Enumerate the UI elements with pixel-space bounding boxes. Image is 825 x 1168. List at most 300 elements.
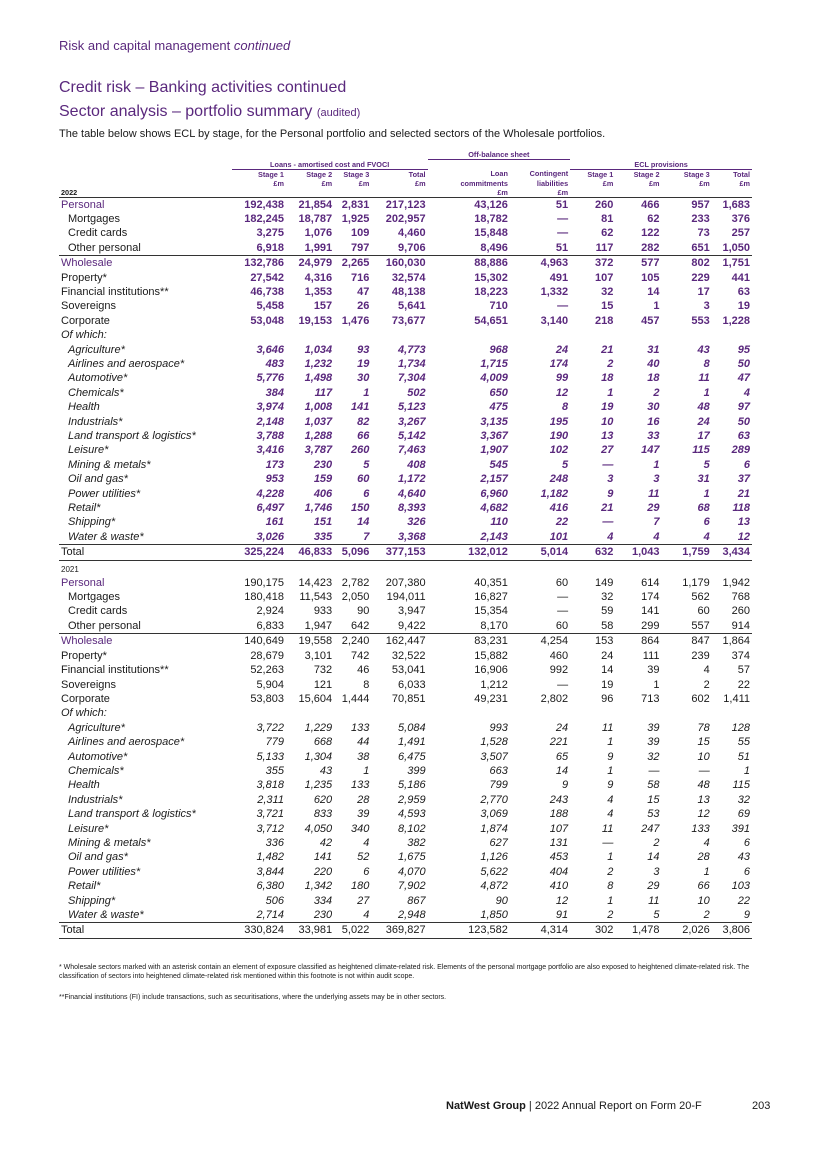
cell-value: 6: [703, 516, 710, 529]
table-row: [59, 778, 752, 792]
cell-value: 140,649: [232, 634, 286, 649]
table-row: [59, 545, 752, 560]
intro-text: The table below shows ECL by stage, for the Personal portfolio and selected sectors of the Wholesale portfolios.: [59, 128, 606, 140]
cell-value: 24: [555, 721, 569, 734]
cell-value: 3: [653, 473, 660, 486]
cell-value: 19,153: [298, 314, 333, 327]
cell-value: 4: [607, 793, 614, 806]
row-label: Financial institutions**: [61, 664, 169, 677]
footnote-fi: **Financial institutions (FI) include transactions, such as securitisations, where the underlying assets may be in other sectors.: [59, 994, 447, 1001]
cell-value: [334, 328, 371, 342]
cell-value: 336: [265, 836, 284, 849]
cell-value: 43: [737, 851, 750, 864]
cell-value: 88,886: [428, 256, 510, 271]
table-row: [59, 487, 752, 501]
cell-value: 491: [549, 271, 569, 284]
cell-value: 2,782: [341, 576, 370, 589]
cell-value: 1: [653, 678, 660, 691]
cell-value: 90: [357, 605, 370, 618]
cell-value: 174: [549, 357, 569, 370]
cell-value: 5,123: [398, 401, 426, 414]
table-row: [59, 590, 752, 604]
cell-value: 13: [737, 516, 750, 529]
cell-value: 27: [357, 894, 370, 907]
cell-value: 399: [407, 764, 426, 777]
cell-value: 4,254: [510, 634, 570, 649]
cell-value: 2,959: [398, 793, 426, 806]
row-label: Automotive*: [68, 372, 128, 385]
col-header: Contingent: [529, 169, 569, 179]
cell-value: 73: [697, 227, 710, 240]
cell-value: 6,380: [256, 880, 284, 893]
cell-value: —: [602, 458, 614, 471]
cell-value: 2,948: [398, 909, 426, 921]
cell-value: 54,651: [474, 314, 508, 327]
cell-value: 968: [489, 343, 508, 356]
cell-value: 174: [641, 591, 660, 604]
cell-value: 257: [731, 227, 750, 240]
cell-value: 60: [357, 473, 370, 486]
cell-value: 10: [601, 415, 614, 428]
row-label: Leisure*: [68, 822, 109, 835]
cell-value: 14: [555, 764, 569, 777]
footnote-climate: * Wholesale sectors marked with an asterisk contain an element of exposure classified as heightened climate-related risk. Elements of the personal mortgage portfolio are also exposed to heightened climate-related risk. The classification of sectors into heightened climate-related risk mentioned within this footnote is not within audit scope.: [59, 964, 750, 980]
cell-value: 52,263: [250, 664, 284, 677]
row-label: Of which:: [61, 707, 107, 720]
ecl-by-stage-table: [59, 150, 752, 939]
row-label: Health: [68, 779, 100, 792]
cell-value: 66: [697, 880, 710, 893]
cell-value: 43: [319, 764, 333, 777]
cell-value: 121: [313, 678, 333, 691]
cell-value: 49,231: [474, 692, 508, 705]
cell-value: 1,008: [304, 401, 333, 414]
table-row: [59, 894, 752, 908]
row-label: Agriculture*: [68, 343, 125, 356]
cell-value: 847: [662, 634, 712, 649]
cell-value: [371, 328, 427, 342]
cell-value: 48: [697, 779, 710, 792]
cell-value: —: [698, 764, 710, 777]
cell-value: 133: [691, 822, 710, 835]
table-row: [59, 793, 752, 807]
cell-value: 1: [653, 300, 660, 313]
cell-value: 58: [601, 619, 614, 632]
cell-value: 39: [647, 736, 660, 749]
col-unit: £m: [415, 178, 426, 188]
cell-value: 3,844: [256, 865, 284, 878]
cell-value: 9: [607, 487, 614, 500]
cell-value: 457: [641, 314, 660, 327]
cell-value: 73,677: [391, 314, 426, 327]
cell-value: 5,904: [256, 678, 284, 691]
cell-value: 627: [489, 836, 508, 849]
cell-value: 21: [601, 343, 614, 356]
table-row: [59, 576, 752, 590]
table-row: [59, 879, 752, 893]
table-row: [59, 226, 752, 240]
cell-value: 8,102: [398, 822, 426, 835]
cell-value: 2,148: [256, 415, 284, 428]
cell-value: 6: [743, 836, 750, 849]
row-label: Retail*: [68, 880, 101, 893]
row-label: Personal: [61, 576, 105, 589]
year-2022-label: 2022: [61, 187, 78, 197]
cell-value: 1,037: [304, 415, 333, 428]
table-row: [59, 400, 752, 414]
cell-value: 82: [357, 415, 370, 428]
col-unit: £m: [699, 178, 710, 188]
row-label: Property*: [61, 649, 107, 662]
cell-value: 47: [357, 285, 370, 298]
cell-value: 933: [313, 605, 333, 618]
cell-value: 62: [601, 227, 614, 240]
cell-value: 9,706: [398, 241, 426, 254]
cell-value: 3,721: [256, 808, 284, 821]
cell-value: 6: [743, 458, 750, 471]
cell-value: 867: [407, 894, 426, 907]
col-unit: £m: [358, 178, 370, 188]
cell-value: 5: [703, 458, 710, 471]
cell-value: 15,604: [298, 692, 333, 705]
table-row: [59, 197, 752, 212]
cell-value: 1,172: [398, 473, 426, 486]
cell-value: 4,316: [304, 271, 333, 284]
cell-value: 107: [594, 271, 614, 284]
table-row: [59, 271, 752, 285]
cell-value: 28: [697, 851, 710, 864]
cell-value: 217,123: [385, 198, 426, 211]
cell-value: 1,683: [722, 198, 750, 211]
cell-value: 506: [265, 894, 284, 907]
cell-value: 710: [489, 300, 508, 313]
col-header: Stage 2: [633, 169, 660, 179]
cell-value: 220: [313, 865, 333, 878]
cell-value: 22: [555, 516, 569, 529]
cell-value: 6,918: [256, 241, 284, 254]
cell-value: 19: [357, 357, 370, 370]
cell-value: 6,475: [398, 750, 426, 763]
table-row: [59, 649, 752, 663]
cell-value: 2,714: [256, 909, 284, 921]
cell-value: 13: [601, 430, 614, 442]
cell-value: 1: [607, 851, 614, 864]
offbalance-group-header: Off-balance sheet: [428, 150, 571, 160]
cell-value: 153: [570, 634, 615, 649]
row-label: Airlines and aerospace*: [68, 357, 185, 370]
cell-value: 668: [313, 736, 333, 749]
cell-value: 5: [653, 909, 660, 921]
cell-value: 39: [647, 721, 660, 734]
cell-value: 993: [489, 721, 508, 734]
cell-value: 3,806: [712, 923, 752, 938]
table-row: [59, 530, 752, 545]
cell-value: [570, 706, 615, 720]
cell-value: 15: [647, 793, 660, 806]
cell-value: 391: [731, 822, 750, 835]
cell-value: 557: [691, 619, 710, 632]
cell-value: 62: [647, 212, 660, 225]
table-row: [59, 343, 752, 357]
cell-value: 7: [653, 516, 660, 529]
cell-value: 46,833: [286, 545, 334, 560]
cell-value: 15: [601, 300, 614, 313]
cell-value: 632: [570, 545, 615, 560]
col-header: Loan: [490, 169, 508, 179]
cell-value: 60: [555, 619, 569, 632]
cell-value: 1,715: [480, 357, 508, 370]
cell-value: 50: [737, 357, 750, 370]
row-label: Shipping*: [68, 894, 116, 907]
cell-value: 16,906: [474, 664, 508, 677]
col-unit: £m: [602, 178, 614, 188]
cell-value: 410: [549, 880, 569, 893]
cell-value: 3,267: [398, 415, 426, 428]
row-label: Mortgages: [68, 212, 120, 225]
cell-value: 32: [737, 793, 750, 806]
cell-value: 1,050: [722, 241, 750, 254]
cell-value: 1,874: [480, 822, 508, 835]
cell-value: 382: [407, 836, 426, 849]
table-row: [59, 458, 752, 472]
cell-value: [570, 328, 615, 342]
cell-value: 141: [641, 605, 660, 618]
cell-value: 22: [737, 894, 750, 907]
ecl-group-header: ECL provisions: [570, 160, 752, 170]
cell-value: 32: [601, 591, 614, 604]
cell-value: 19: [601, 678, 614, 691]
cell-value: 3,788: [256, 430, 284, 442]
table-row: [59, 634, 752, 649]
cell-value: 8: [562, 401, 569, 414]
cell-value: [510, 706, 570, 720]
cell-value: 5,133: [256, 750, 284, 763]
cell-value: 52: [357, 851, 370, 864]
cell-value: 161: [265, 516, 284, 529]
cell-value: 66: [357, 430, 370, 442]
cell-value: 1,498: [304, 372, 333, 385]
cell-value: 1,332: [540, 285, 569, 298]
cell-value: 123,582: [428, 923, 510, 938]
cell-value: 384: [265, 386, 284, 399]
cell-value: 58: [647, 779, 660, 792]
row-label: Water & waste*: [68, 909, 144, 921]
column-header-row-1: [59, 169, 752, 179]
cell-value: 47: [737, 372, 750, 385]
cell-value: 1,925: [341, 212, 370, 225]
cell-value: 406: [313, 487, 333, 500]
cell-value: —: [557, 678, 569, 691]
cell-value: 24,979: [286, 256, 334, 271]
cell-value: 19: [601, 401, 614, 414]
cell-value: 37: [737, 473, 750, 486]
cell-value: —: [557, 227, 569, 240]
cell-value: 1,232: [304, 357, 333, 370]
subsection-heading: Sector analysis – portfolio summary (audited): [59, 103, 361, 120]
cell-value: 147: [641, 444, 660, 457]
cell-value: 3,275: [256, 227, 284, 240]
cell-value: 9: [743, 909, 750, 921]
rows-2022: [59, 197, 752, 560]
cell-value: 173: [265, 458, 284, 471]
cell-value: 1: [607, 764, 614, 777]
cell-value: 12: [737, 530, 750, 543]
cell-value: 3,367: [480, 430, 508, 442]
cell-value: 4,070: [398, 865, 426, 878]
cell-value: 40,351: [474, 576, 508, 589]
cell-value: 483: [265, 357, 284, 370]
cell-value: 95: [737, 343, 750, 356]
cell-value: 3: [607, 473, 614, 486]
cell-value: 8,496: [480, 241, 508, 254]
cell-value: 3,368: [398, 530, 426, 543]
cell-value: 1: [743, 764, 750, 777]
cell-value: 1: [607, 894, 614, 907]
cell-value: 93: [357, 343, 370, 356]
row-label: Total: [59, 923, 232, 938]
cell-value: 1,179: [682, 576, 710, 589]
cell-value: 1,126: [480, 851, 508, 864]
cell-value: 602: [691, 692, 710, 705]
cell-value: 27,542: [250, 271, 284, 284]
cell-value: 1,991: [304, 241, 333, 254]
cell-value: 53,803: [250, 692, 284, 705]
cell-value: 713: [641, 692, 660, 705]
cell-value: 12: [555, 386, 569, 399]
cell-value: 2,050: [341, 591, 370, 604]
cell-value: 2: [607, 865, 614, 878]
cell-value: 51: [555, 241, 569, 254]
row-label: Retail*: [68, 502, 101, 515]
year-2021-label: 2021: [61, 564, 79, 574]
row-label: Land transport & logistics*: [68, 430, 196, 442]
cell-value: 1,850: [480, 909, 508, 921]
cell-value: 408: [407, 458, 426, 471]
col-header: Stage 1: [258, 169, 284, 179]
cell-value: 864: [615, 634, 661, 649]
row-label: Leisure*: [68, 444, 109, 457]
cell-value: 91: [555, 909, 569, 921]
cell-value: [232, 328, 286, 342]
cell-value: 55: [737, 736, 750, 749]
cell-value: 18,223: [474, 285, 508, 298]
cell-value: 802: [662, 256, 712, 271]
row-label: Mining & metals*: [68, 836, 151, 849]
cell-value: 768: [731, 591, 750, 604]
cell-value: 1: [607, 736, 614, 749]
cell-value: 60: [555, 576, 569, 589]
row-label: Mining & metals*: [68, 458, 151, 471]
cell-value: 1,444: [341, 692, 370, 705]
cell-value: [662, 706, 712, 720]
cell-value: 43: [697, 343, 710, 356]
cell-value: [371, 706, 427, 720]
cell-value: 207,380: [385, 576, 426, 589]
table-row: [59, 908, 752, 923]
table-row: [59, 706, 752, 720]
cell-value: 9: [607, 779, 614, 792]
cell-value: 83,231: [428, 634, 510, 649]
cell-value: 17: [697, 285, 710, 298]
row-label: Health: [68, 401, 100, 414]
cell-value: 4: [363, 909, 370, 921]
cell-value: 453: [549, 851, 569, 864]
cell-value: 53: [647, 808, 660, 821]
cell-value: 4,228: [256, 487, 284, 500]
table-row: [59, 256, 752, 271]
table-row: [59, 822, 752, 836]
cell-value: 3: [703, 300, 710, 313]
row-label: Credit cards: [68, 605, 128, 618]
col-unit: £m: [557, 187, 569, 197]
cell-value: —: [602, 836, 614, 849]
cell-value: 51: [737, 750, 750, 763]
row-label: Personal: [61, 198, 105, 211]
page-number: 203: [752, 1100, 771, 1112]
row-label: Corporate: [61, 692, 110, 705]
cell-value: 63: [737, 430, 750, 442]
cell-value: [615, 706, 661, 720]
cell-value: 31: [697, 473, 710, 486]
cell-value: 2,026: [662, 923, 712, 938]
cell-value: 18: [647, 372, 660, 385]
cell-value: 1,476: [341, 314, 370, 327]
cell-value: 614: [641, 576, 660, 589]
cell-value: 1,288: [304, 430, 333, 442]
cell-value: 24: [555, 343, 569, 356]
cell-value: 46: [357, 664, 370, 677]
cell-value: 3,434: [712, 545, 752, 560]
cell-value: 4: [743, 386, 750, 399]
cell-value: 369,827: [371, 923, 427, 938]
cell-value: 81: [601, 212, 614, 225]
cell-value: 416: [549, 502, 569, 515]
cell-value: 202,957: [385, 212, 426, 225]
row-label: Property*: [61, 271, 107, 284]
cell-value: 1: [703, 386, 710, 399]
cell-value: 2,240: [334, 634, 371, 649]
table-row: [59, 692, 752, 706]
cell-value: 1,759: [662, 545, 712, 560]
cell-value: 29: [647, 502, 660, 515]
cell-value: 18,782: [474, 212, 508, 225]
cell-value: 4: [607, 530, 614, 543]
table-row: [59, 371, 752, 385]
cell-value: 218: [594, 314, 614, 327]
cell-value: —: [557, 605, 569, 618]
cell-value: 103: [731, 880, 750, 893]
cell-value: 4,872: [480, 880, 508, 893]
cell-value: 260: [350, 444, 370, 457]
cell-value: 732: [313, 664, 333, 677]
cell-value: 9: [607, 750, 614, 763]
table-row: [59, 501, 752, 515]
cell-value: 9,422: [398, 619, 426, 632]
cell-value: 24: [601, 649, 614, 662]
cell-value: 289: [731, 444, 750, 457]
cell-value: 4: [363, 836, 370, 849]
table-row: [59, 386, 752, 400]
cell-value: 101: [549, 530, 569, 543]
cell-value: 4: [653, 530, 660, 543]
cell-value: 230: [313, 909, 333, 921]
cell-value: 3,818: [256, 779, 284, 792]
cell-value: 111: [642, 649, 660, 662]
cell-value: 16,827: [474, 591, 508, 604]
cell-value: 1,907: [480, 444, 508, 457]
cell-value: 1,734: [398, 357, 426, 370]
cell-value: 68: [697, 502, 710, 515]
